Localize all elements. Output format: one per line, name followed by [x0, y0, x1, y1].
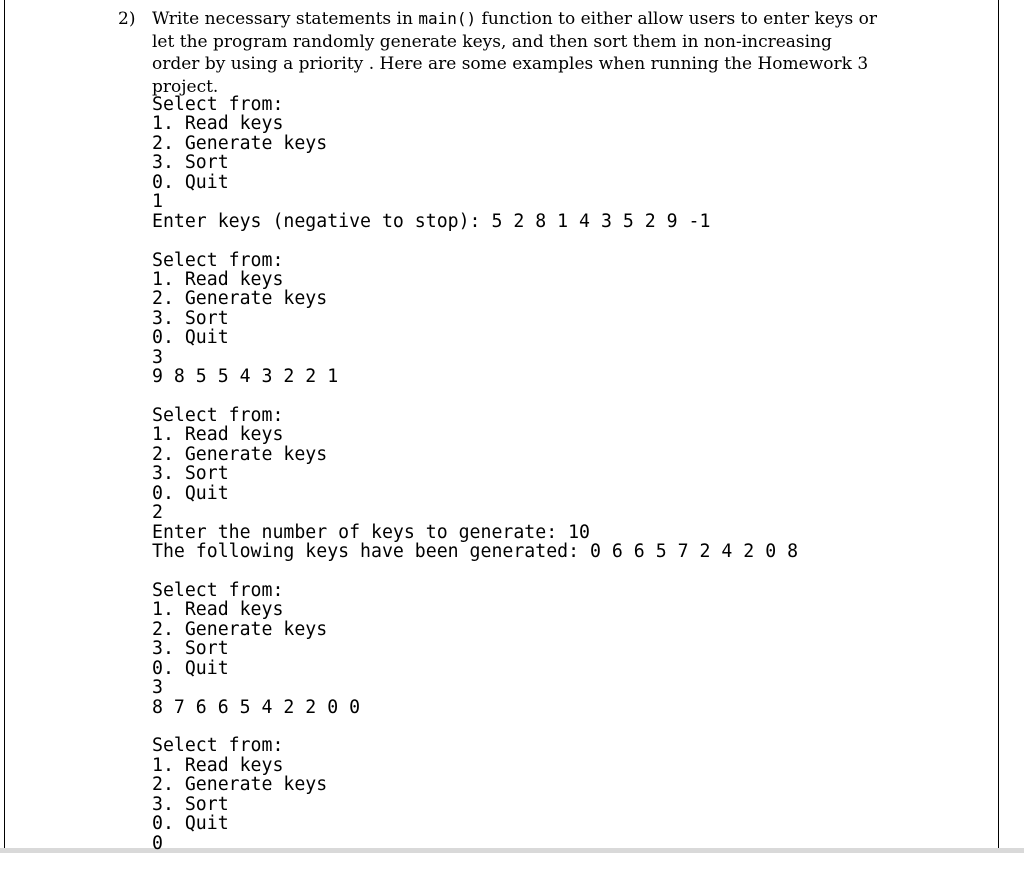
page-border-right — [998, 0, 999, 853]
console-line: 0 — [152, 832, 163, 854]
console-session-block — [152, 736, 798, 853]
console-line: 2. Generate keys — [152, 132, 328, 154]
console-session-block — [152, 581, 798, 717]
console-line: Select from: — [152, 94, 284, 115]
console-line: Select from: — [152, 249, 284, 271]
console-session-block — [152, 95, 798, 231]
code-function-name: main() — [418, 9, 477, 28]
console-line: 2. Generate keys — [152, 774, 328, 796]
console-line: Select from: — [152, 735, 284, 757]
console-line: 2 — [152, 502, 163, 524]
console-line: 0. Quit — [152, 657, 229, 679]
console-line: 8 7 6 6 5 4 2 2 0 0 — [152, 696, 361, 718]
console-line: 3. Sort — [152, 463, 229, 485]
sample-console-output — [152, 95, 798, 873]
console-line: 3 — [152, 346, 163, 368]
console-session-block — [152, 406, 798, 562]
console-line: 1. Read keys — [152, 424, 284, 446]
console-line: Select from: — [152, 405, 284, 426]
console-line: 1. Read keys — [152, 113, 284, 135]
console-line: 0. Quit — [152, 327, 229, 349]
console-line: Select from: — [152, 579, 284, 601]
console-line: 3. Sort — [152, 152, 229, 174]
question-text-rest: function to either allow users to enter keys or let the program randomly generate keys, and then sort them in non-increasing order by using a priority . Here are some examples when running the Homework 3 project. — [152, 9, 877, 97]
question-paragraph — [118, 8, 878, 98]
console-line: 0. Quit — [152, 813, 229, 835]
console-session-block — [152, 251, 798, 387]
console-line: 2. Generate keys — [152, 443, 328, 465]
console-line: 1. Read keys — [152, 599, 284, 621]
console-line: Enter keys (negative to stop): 5 2 8 1 4 3 5 2 9 -1 — [152, 210, 711, 232]
console-line: Enter the number of keys to generate: 10 — [152, 521, 590, 543]
console-line: 0. Quit — [152, 171, 229, 193]
question-number: 2) — [118, 9, 136, 29]
console-line: 1 — [152, 191, 163, 213]
console-line: 9 8 5 5 4 3 2 2 1 — [152, 366, 339, 388]
console-line: 3. Sort — [152, 638, 229, 660]
page-border-left — [4, 0, 5, 853]
question-text — [152, 8, 878, 98]
console-line: 2. Generate keys — [152, 288, 328, 310]
console-line: 2. Generate keys — [152, 618, 328, 640]
console-line: 3. Sort — [152, 793, 229, 815]
console-line: 3 — [152, 677, 163, 699]
question-text-lead: Write necessary statements in — [152, 9, 419, 29]
console-line: 0. Quit — [152, 482, 229, 504]
console-line: 1. Read keys — [152, 268, 284, 290]
console-line: The following keys have been generated: 0 6 6 5 7 2 4 2 0 8 — [152, 541, 799, 563]
console-line: 1. Read keys — [152, 754, 284, 776]
console-line: 3. Sort — [152, 307, 229, 329]
